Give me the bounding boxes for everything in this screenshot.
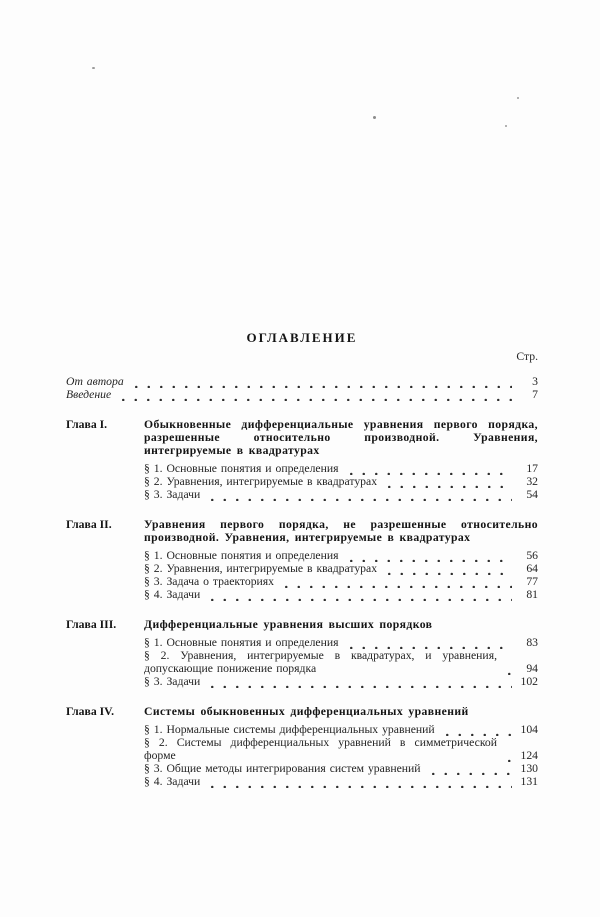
chapter-title: Системы обыкновенных дифференциальных уравнений [144,705,469,718]
page-number: 102 [520,675,538,688]
dot-leader [205,589,512,601]
section-entry [144,762,538,775]
page-number: 83 [526,636,538,649]
section-entry [144,775,538,788]
page-number: 54 [526,488,538,501]
section-entry [144,736,538,762]
section-entry [144,588,538,601]
chapter-heading [66,518,538,544]
dot-leader [426,763,512,775]
section-entry [144,475,538,488]
dot-leader [344,550,513,562]
section-label: § 4. Задачи [144,588,201,601]
dot-leader [116,389,512,401]
page-number: 130 [520,762,538,775]
section-label: § 2. Уравнения, интегрируемые в квадратурах [144,475,378,488]
section-entry [144,636,538,649]
scan-speck [373,116,376,119]
section-label: § 2. Уравнения, интегрируемые в квадратурах, и уравнения, допускающие понижение порядка [144,649,497,675]
front-matter [66,375,538,401]
toc-entry [66,388,538,401]
dot-leader [382,476,512,488]
section-entry [144,549,538,562]
page-number: 7 [532,388,538,401]
dot-leader [205,776,512,788]
section-label: § 1. Основные понятия и определения [144,549,339,562]
table-of-contents [66,331,538,788]
dot-leader [382,563,512,575]
section-label: § 1. Нормальные системы дифференциальных уравнений [144,723,435,736]
chapter-number: Глава III. [66,618,117,631]
chapter-sections [66,636,538,688]
section-entry [144,575,538,588]
page-number: 94 [526,662,538,675]
page-number: 32 [526,475,538,488]
chapter-block [66,705,538,788]
dot-leader [502,750,512,762]
dot-leader [344,637,513,649]
dot-leader [205,676,512,688]
chapter-title: Уравнения первого порядка, не разрешенные относительно производной. Уравнения, интегрируемые в квадратурах [144,518,538,544]
dot-leader [440,724,512,736]
section-label: § 2. Уравнения, интегрируемые в квадратурах [144,562,378,575]
chapter-sections [66,549,538,601]
chapter-number: Глава I. [66,418,108,431]
page-number: 56 [526,549,538,562]
section-label: § 3. Задачи [144,488,201,501]
chapter-number: Глава II. [66,518,112,531]
toc-entry-label: Введение [66,388,112,401]
scan-speck [517,97,519,99]
scan-speck [92,67,95,69]
chapter-sections [66,723,538,788]
toc-entry [66,375,538,388]
chapter-number: Глава IV. [66,705,114,718]
chapter-block [66,618,538,688]
page-number: 3 [532,375,538,388]
toc-title: ОГЛАВЛЕНИЕ [246,330,358,345]
chapter-heading [66,418,538,457]
page-number: 81 [526,588,538,601]
page-number: 131 [520,775,538,788]
toc-entry-label: От автора [66,375,124,388]
page-column-header: Стр. [516,350,538,363]
section-entry [144,488,538,501]
page-number: 104 [520,723,538,736]
dot-leader [279,576,512,588]
section-entry [144,723,538,736]
section-entry [144,675,538,688]
dot-leader [502,663,512,675]
page-number: 64 [526,562,538,575]
dot-leader [129,376,512,388]
chapter-heading [66,705,538,718]
chapter-block [66,418,538,501]
section-entry [144,562,538,575]
page-number: 124 [520,749,538,762]
chapter-block [66,518,538,601]
section-label: § 2. Системы дифференциальных уравнений в симметрической форме [144,736,497,762]
chapter-sections [66,462,538,501]
section-label: § 3. Задача о траекториях [144,575,275,588]
dot-leader [344,463,513,475]
section-label: § 3. Общие методы интегрирования систем уравнений [144,762,421,775]
chapter-title: Дифференциальные уравнения высших порядков [144,618,433,631]
scan-speck [505,125,507,127]
dot-leader [205,489,512,501]
section-label: § 1. Основные понятия и определения [144,462,339,475]
section-label: § 3. Задачи [144,675,201,688]
section-label: § 4. Задачи [144,775,201,788]
page-number: 17 [526,462,538,475]
section-entry [144,462,538,475]
chapter-title: Обыкновенные дифференциальные уравнения первого порядка, разрешенные относительно производной. Уравнения, интегрируемые в квадратурах [144,418,538,457]
section-label: § 1. Основные понятия и определения [144,636,339,649]
section-entry [144,649,538,675]
page-number: 77 [526,575,538,588]
chapter-heading [66,618,538,631]
